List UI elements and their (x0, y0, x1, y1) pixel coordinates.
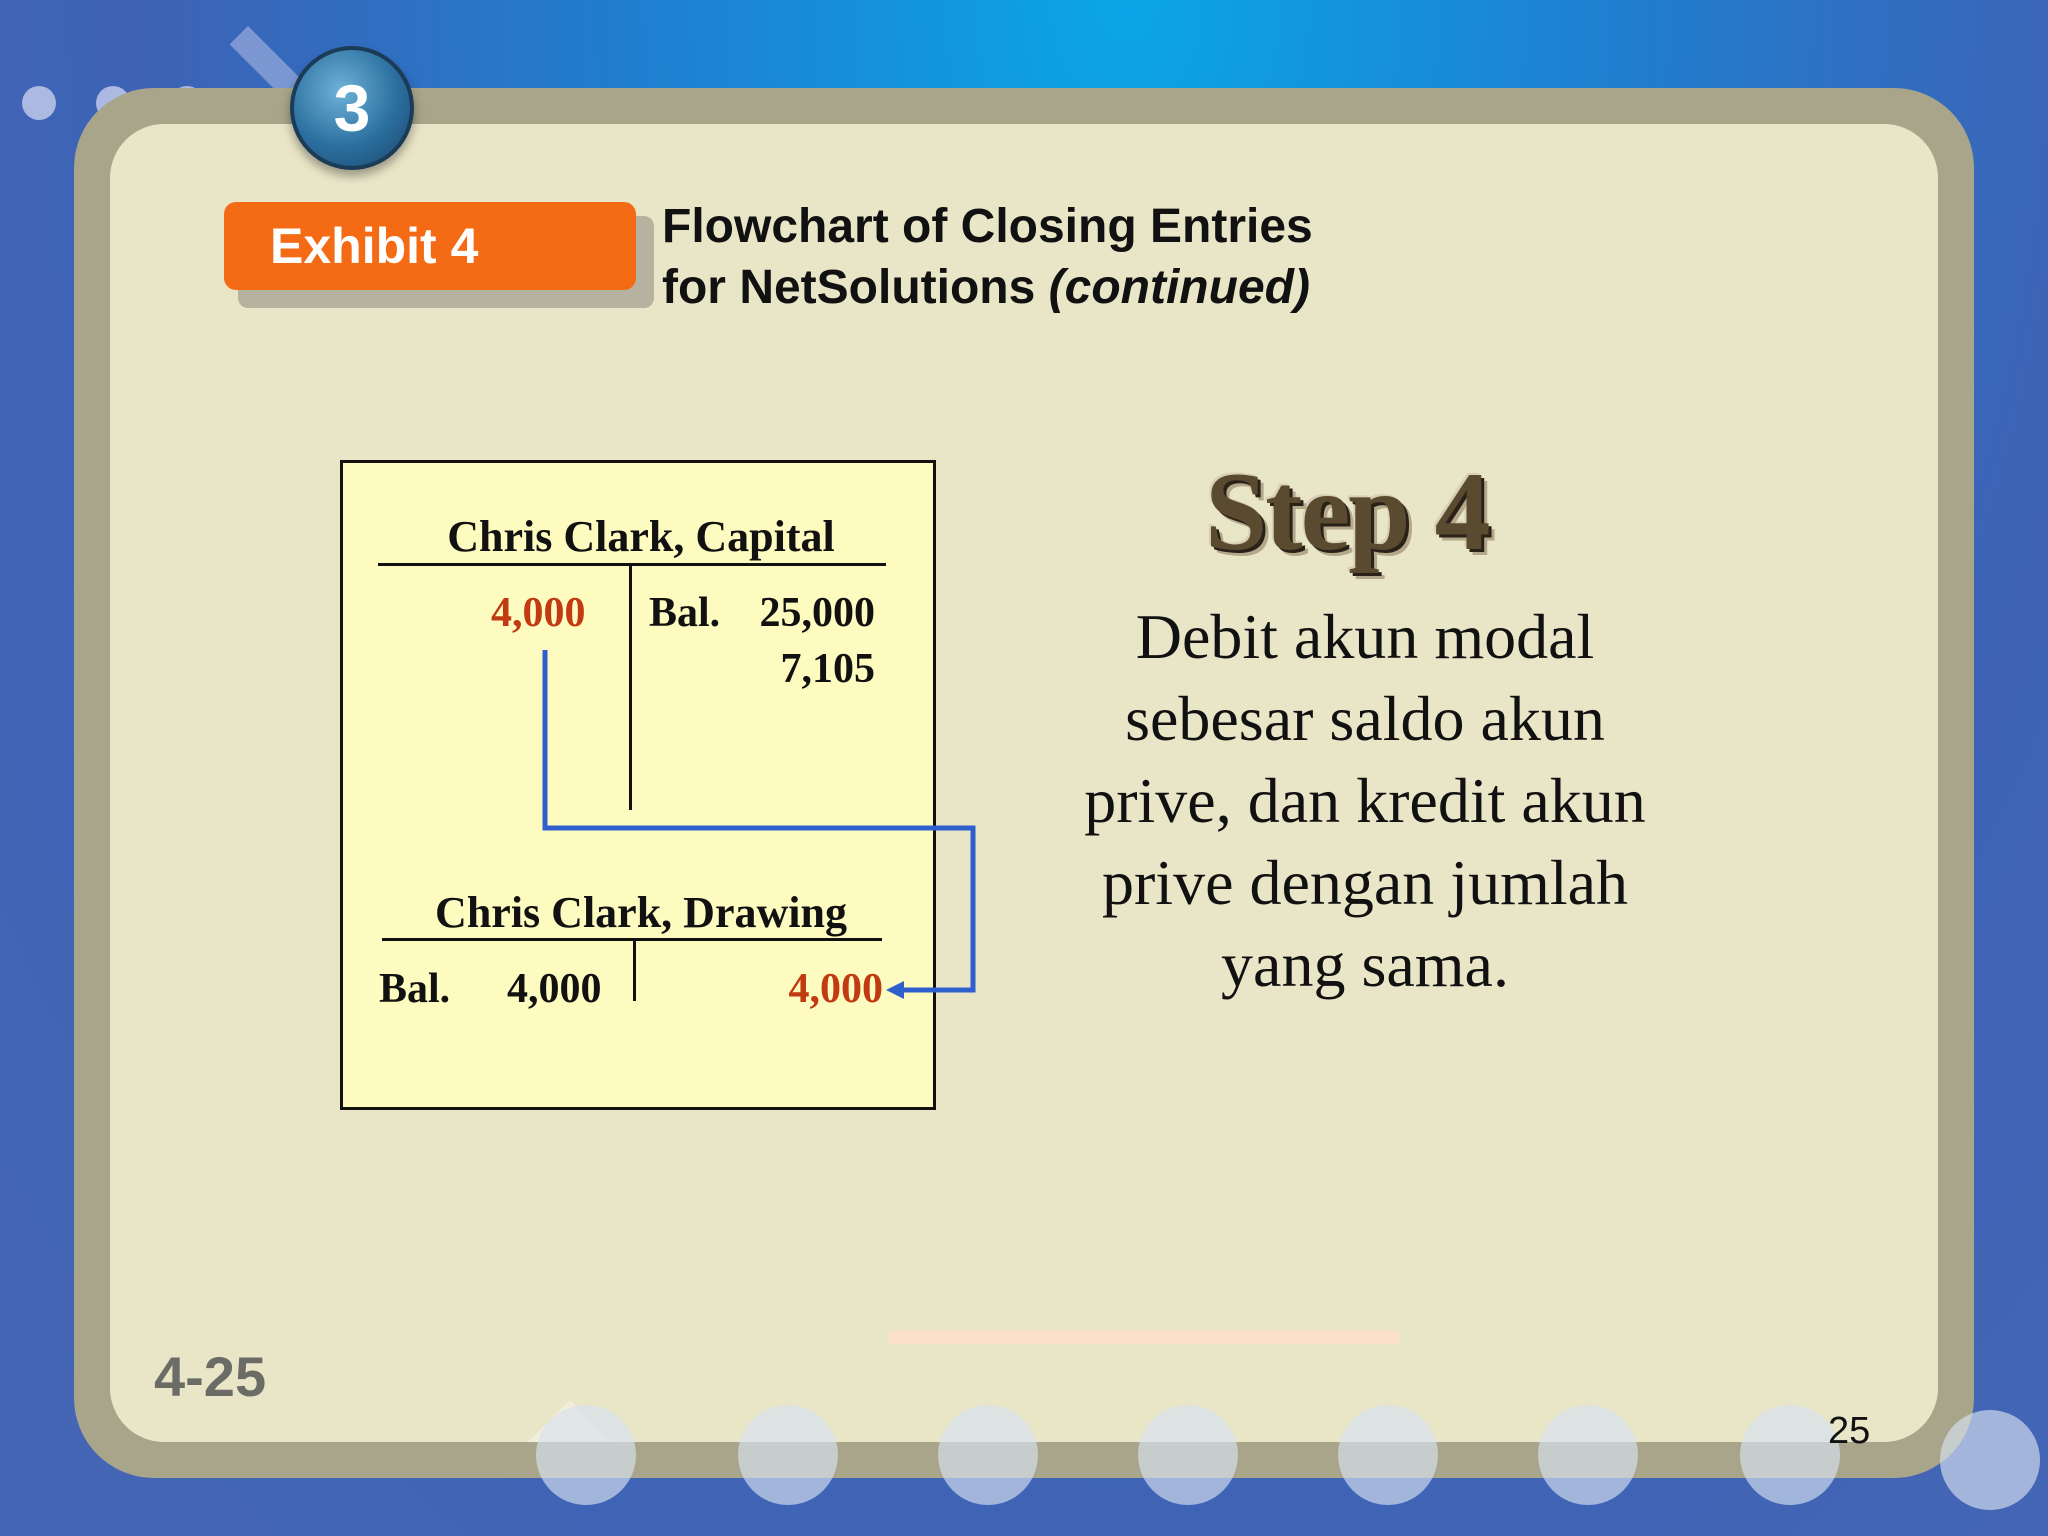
section-number-badge: 3 (290, 46, 414, 170)
decor-circle (536, 1405, 636, 1505)
slide-title (662, 196, 1313, 318)
slide-code: 4-25 (154, 1345, 267, 1408)
decor-circle (738, 1405, 838, 1505)
capital-credit-bal-label: Bal. (649, 590, 721, 636)
drawing-debit-bal-label: Bal. (379, 966, 451, 1012)
decor-circle (1538, 1405, 1638, 1505)
decor-dot (22, 86, 56, 120)
decor-circle (1138, 1405, 1238, 1505)
title-line-2-italic: (continued) (1048, 261, 1310, 314)
drawing-account-title: Chris Clark, Drawing (435, 888, 847, 937)
capital-account-divider (629, 566, 632, 810)
title-line-1: Flowchart of Closing Entries (662, 200, 1313, 253)
decor-bar (888, 1330, 1400, 1344)
capital-debit-value: 4,000 (491, 590, 586, 636)
description-line: prive, dan kredit akun (1084, 765, 1646, 836)
decor-circle (1940, 1410, 2040, 1510)
step-description (1040, 596, 1690, 1006)
description-line: Debit akun modal (1135, 601, 1595, 672)
description-line: prive dengan jumlah (1101, 847, 1629, 918)
page-number: 25 (1828, 1410, 1871, 1452)
drawing-account-divider (633, 941, 636, 1001)
drawing-credit-value: 4,000 (788, 966, 883, 1012)
description-line: yang sama. (1221, 929, 1509, 1000)
drawing-account-rule (382, 938, 882, 941)
capital-credit-second-value: 7,105 (780, 646, 875, 692)
decor-circle (1338, 1405, 1438, 1505)
decor-circle (938, 1405, 1038, 1505)
capital-account-rule (378, 563, 886, 566)
capital-credit-bal-value: 25,000 (759, 590, 875, 636)
title-line-2-main: for NetSolutions (662, 261, 1036, 314)
description-line: sebesar saldo akun (1125, 683, 1605, 754)
title-line-2 (662, 257, 1313, 318)
decor-circle (1740, 1405, 1840, 1505)
t-account-box (340, 460, 936, 1110)
step-heading: Step 4 (1205, 450, 1489, 574)
capital-account-title: Chris Clark, Capital (447, 512, 835, 561)
exhibit-label: Exhibit 4 (224, 202, 636, 290)
drawing-debit-bal-value: 4,000 (507, 966, 602, 1012)
